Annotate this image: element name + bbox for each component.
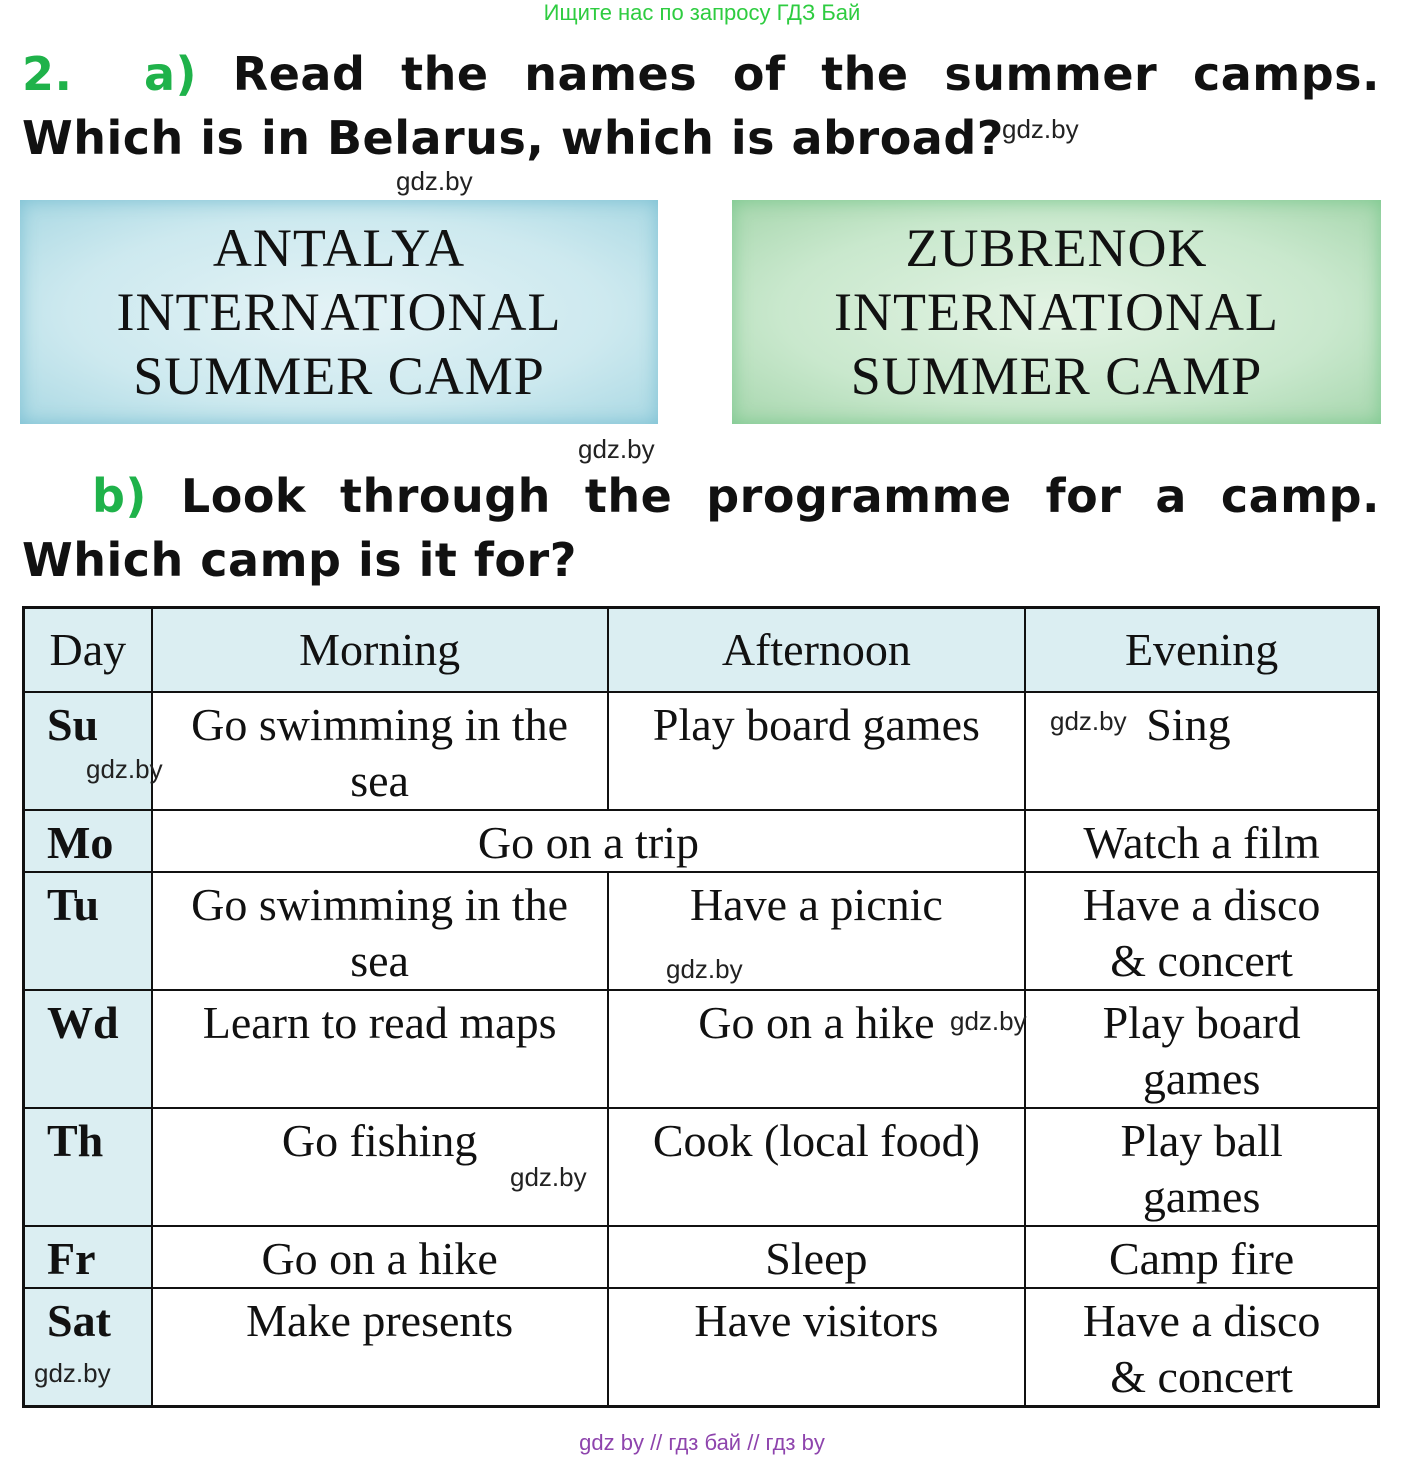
- task-b-text: Look through the programme for a camp. Which camp is it for?: [22, 469, 1381, 587]
- watermark: gdz.by: [578, 434, 655, 464]
- day-cell: Tu: [24, 872, 152, 990]
- watermark: gdz.by: [1050, 706, 1127, 736]
- table-row: [24, 810, 1379, 872]
- watermark: gdz.by: [666, 954, 743, 984]
- morning-cell: Learn to read maps: [152, 990, 608, 1108]
- camp-card-zubrenok: [732, 200, 1381, 424]
- table-row: [24, 1108, 1379, 1226]
- afternoon-cell: Sleep: [608, 1226, 1026, 1288]
- evening-cell: Have a disco & concert: [1025, 1288, 1378, 1407]
- card-line: ANTALYA: [212, 218, 466, 278]
- footer-links[interactable]: gdz by // гдз бай // гдз by: [579, 1430, 825, 1455]
- morning-cell: Go swimming in the sea: [152, 692, 608, 810]
- header-morning: Morning: [152, 608, 608, 693]
- card-line: SUMMER CAMP: [133, 346, 545, 406]
- card-line: INTERNATIONAL: [834, 282, 1279, 342]
- table-row: [24, 1288, 1379, 1407]
- day-cell: Fr: [24, 1226, 152, 1288]
- camp-programme-table: [22, 606, 1380, 1408]
- table-row: [24, 990, 1379, 1108]
- header-day: Day: [24, 608, 152, 693]
- watermark: gdz.by: [950, 1006, 1027, 1036]
- morning-cell: Go on a hike: [152, 1226, 608, 1288]
- task-b-letter: b): [92, 469, 147, 523]
- camp-card-antalya: [20, 200, 658, 424]
- watermark: gdz.by: [1002, 114, 1079, 144]
- morning-cell: Make presents: [152, 1288, 608, 1407]
- evening-cell: Have a disco & concert: [1025, 872, 1378, 990]
- table-row: [24, 692, 1379, 810]
- top-search-hint[interactable]: Ищите нас по запросу ГДЗ Бай: [543, 0, 861, 25]
- card-line: ZUBRENOK: [905, 218, 1208, 278]
- day-cell: Sat: [24, 1288, 152, 1407]
- morning-cell: Go fishing: [152, 1108, 608, 1226]
- watermark: gdz.by: [86, 754, 163, 784]
- task-a-text: Read the names of the summer camps. Which is in Belarus, which is abroad?: [22, 47, 1381, 165]
- afternoon-cell: Have visitors: [608, 1288, 1026, 1407]
- card-line: INTERNATIONAL: [116, 282, 562, 342]
- header-evening: Evening: [1025, 608, 1378, 693]
- day-cell: Su: [24, 692, 152, 810]
- afternoon-cell: Cook (local food): [608, 1108, 1026, 1226]
- task-a-heading: [22, 42, 1380, 170]
- evening-cell: Watch a film: [1025, 810, 1378, 872]
- morning-cell: Go swimming in the sea: [152, 872, 608, 990]
- afternoon-cell: Have a picnic: [608, 872, 1026, 990]
- task-b-heading: [22, 464, 1380, 592]
- evening-cell: Camp fire: [1025, 1226, 1378, 1288]
- afternoon-cell: Go on a hike: [608, 990, 1026, 1108]
- table-row: [24, 1226, 1379, 1288]
- table-header-row: [24, 608, 1379, 693]
- evening-cell: Play ball games: [1025, 1108, 1378, 1226]
- watermark: gdz.by: [510, 1162, 587, 1192]
- watermark: gdz.by: [34, 1358, 111, 1388]
- evening-cell: Play board games: [1025, 990, 1378, 1108]
- afternoon-cell: Play board games: [608, 692, 1026, 810]
- watermark: gdz.by: [396, 166, 473, 196]
- day-cell: Mo: [24, 810, 152, 872]
- evening-cell: Sing: [1025, 692, 1378, 810]
- task-number: 2.: [22, 47, 73, 101]
- merged-cell: Go on a trip: [152, 810, 1026, 872]
- task-a-letter: a): [143, 47, 198, 101]
- day-cell: Th: [24, 1108, 152, 1226]
- card-line: SUMMER CAMP: [850, 346, 1263, 406]
- day-cell: Wd: [24, 990, 152, 1108]
- header-afternoon: Afternoon: [608, 608, 1026, 693]
